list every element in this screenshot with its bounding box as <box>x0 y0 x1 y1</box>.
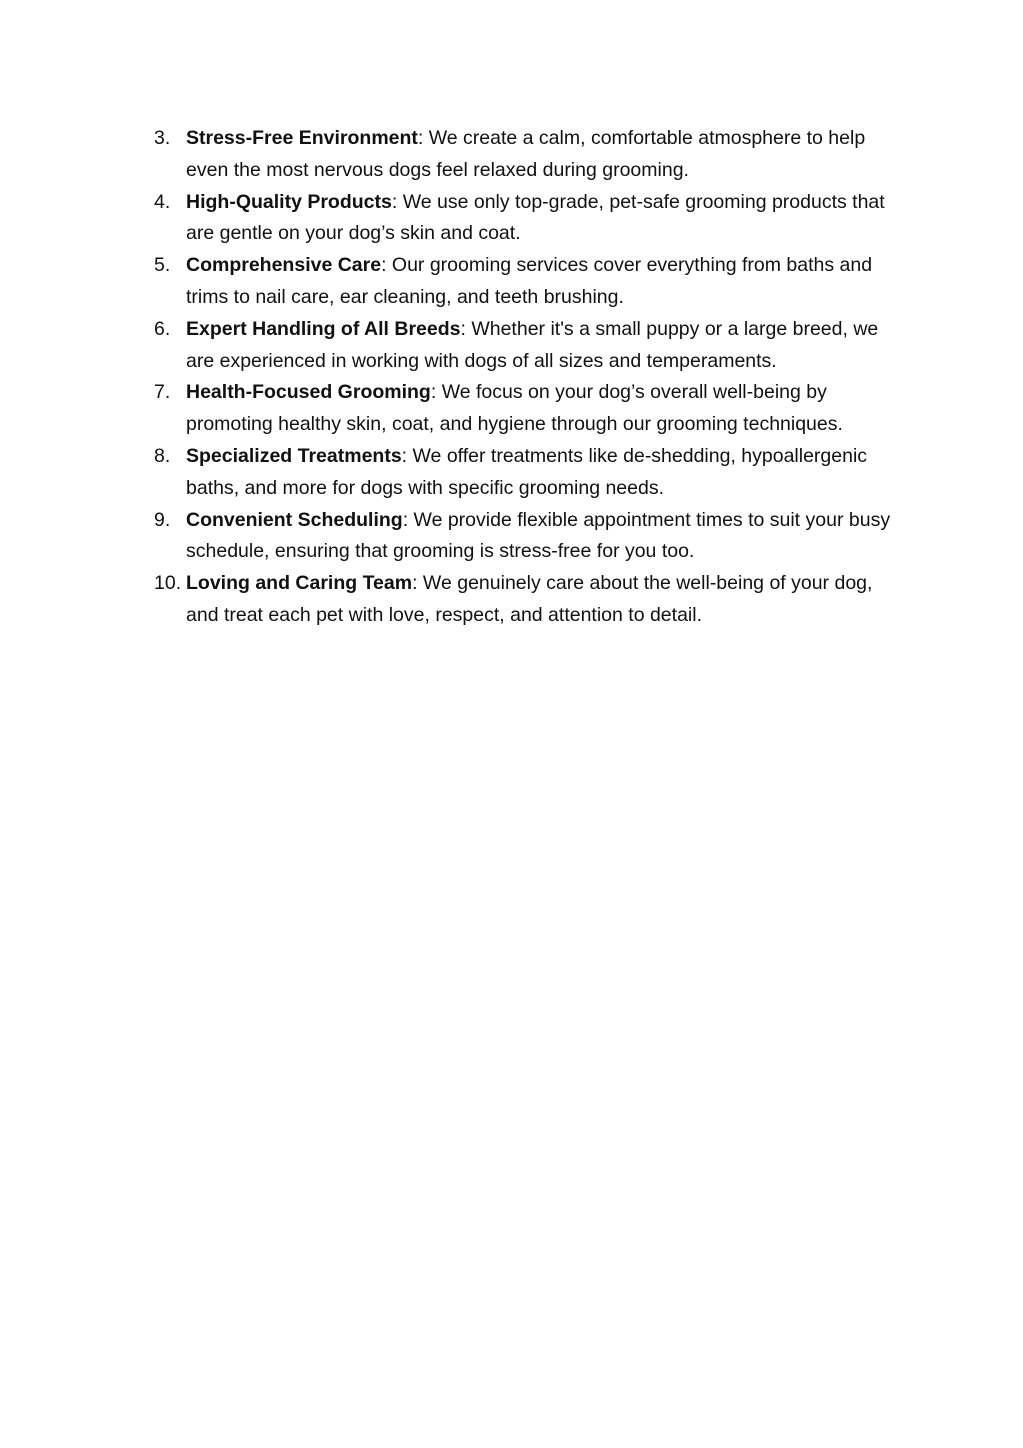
list-item-term: Comprehensive Care <box>186 254 382 277</box>
list-item-text: : We provide flexible appointment times to suit your busy schedule, ensuring that grooming is stress-free for you too. <box>186 508 891 563</box>
numbered-list <box>154 123 914 632</box>
list-item-term: Health-Focused Grooming <box>186 381 431 404</box>
list-item-content <box>186 314 902 378</box>
list-item-number: 5. <box>154 254 171 277</box>
list-item <box>154 123 914 187</box>
list-item-text: : We create a calm, comfortable atmosphere to help even the most nervous dogs feel relaxed during grooming. <box>186 127 866 181</box>
list-item-content <box>186 441 902 505</box>
list-item-number: 8. <box>154 444 171 467</box>
list-item-content <box>186 377 902 441</box>
list-item-text: : Our grooming services cover everything from baths and trims to nail care, ear cleaning, and teeth brushing. <box>186 254 873 308</box>
list-item-number: 3. <box>154 127 171 149</box>
list-item <box>154 377 914 441</box>
list-item-number: 10. <box>154 572 182 595</box>
list-item-content <box>186 123 902 187</box>
list-item <box>154 568 914 632</box>
list-item-text: : We offer treatments like de-shedding, hypoallergenic baths, and more for dogs with specific grooming needs. <box>186 444 868 499</box>
list-item <box>154 250 914 314</box>
list-item-term: Expert Handling of All Breeds <box>186 317 461 340</box>
list-item <box>154 441 914 505</box>
list-item-content <box>186 568 902 632</box>
list-item-number: 9. <box>154 508 171 531</box>
list-item-term: High-Quality Products <box>186 190 392 213</box>
list-item-term: Specialized Treatments <box>186 444 402 467</box>
list-item-content <box>186 505 902 569</box>
list-item <box>154 505 914 569</box>
list-item-number: 7. <box>154 381 171 404</box>
list-item <box>154 314 914 378</box>
list-item-term: Loving and Caring Team <box>186 572 413 595</box>
list-item-term: Convenient Scheduling <box>186 508 403 531</box>
list-item-text: : We use only top-grade, pet-safe grooming products that are gentle on your dog’s skin and coat. <box>186 190 885 245</box>
list-item-number: 6. <box>154 317 171 340</box>
list-item-content <box>186 250 902 314</box>
list-item-text: : We genuinely care about the well-being of your dog, and treat each pet with love, respect, and attention to detail. <box>186 572 873 626</box>
list-item-number: 4. <box>154 190 171 213</box>
list-item-text: : Whether it's a small puppy or a large breed, we are experienced in working with dogs of all sizes and temperaments. <box>186 317 879 372</box>
list-item-text: : We focus on your dog’s overall well-being by promoting healthy skin, coat, and hygiene through our grooming techniques. <box>186 381 843 436</box>
list-item <box>154 187 914 251</box>
list-item-content <box>186 187 902 251</box>
list-item-term: Stress-Free Environment <box>186 127 418 149</box>
